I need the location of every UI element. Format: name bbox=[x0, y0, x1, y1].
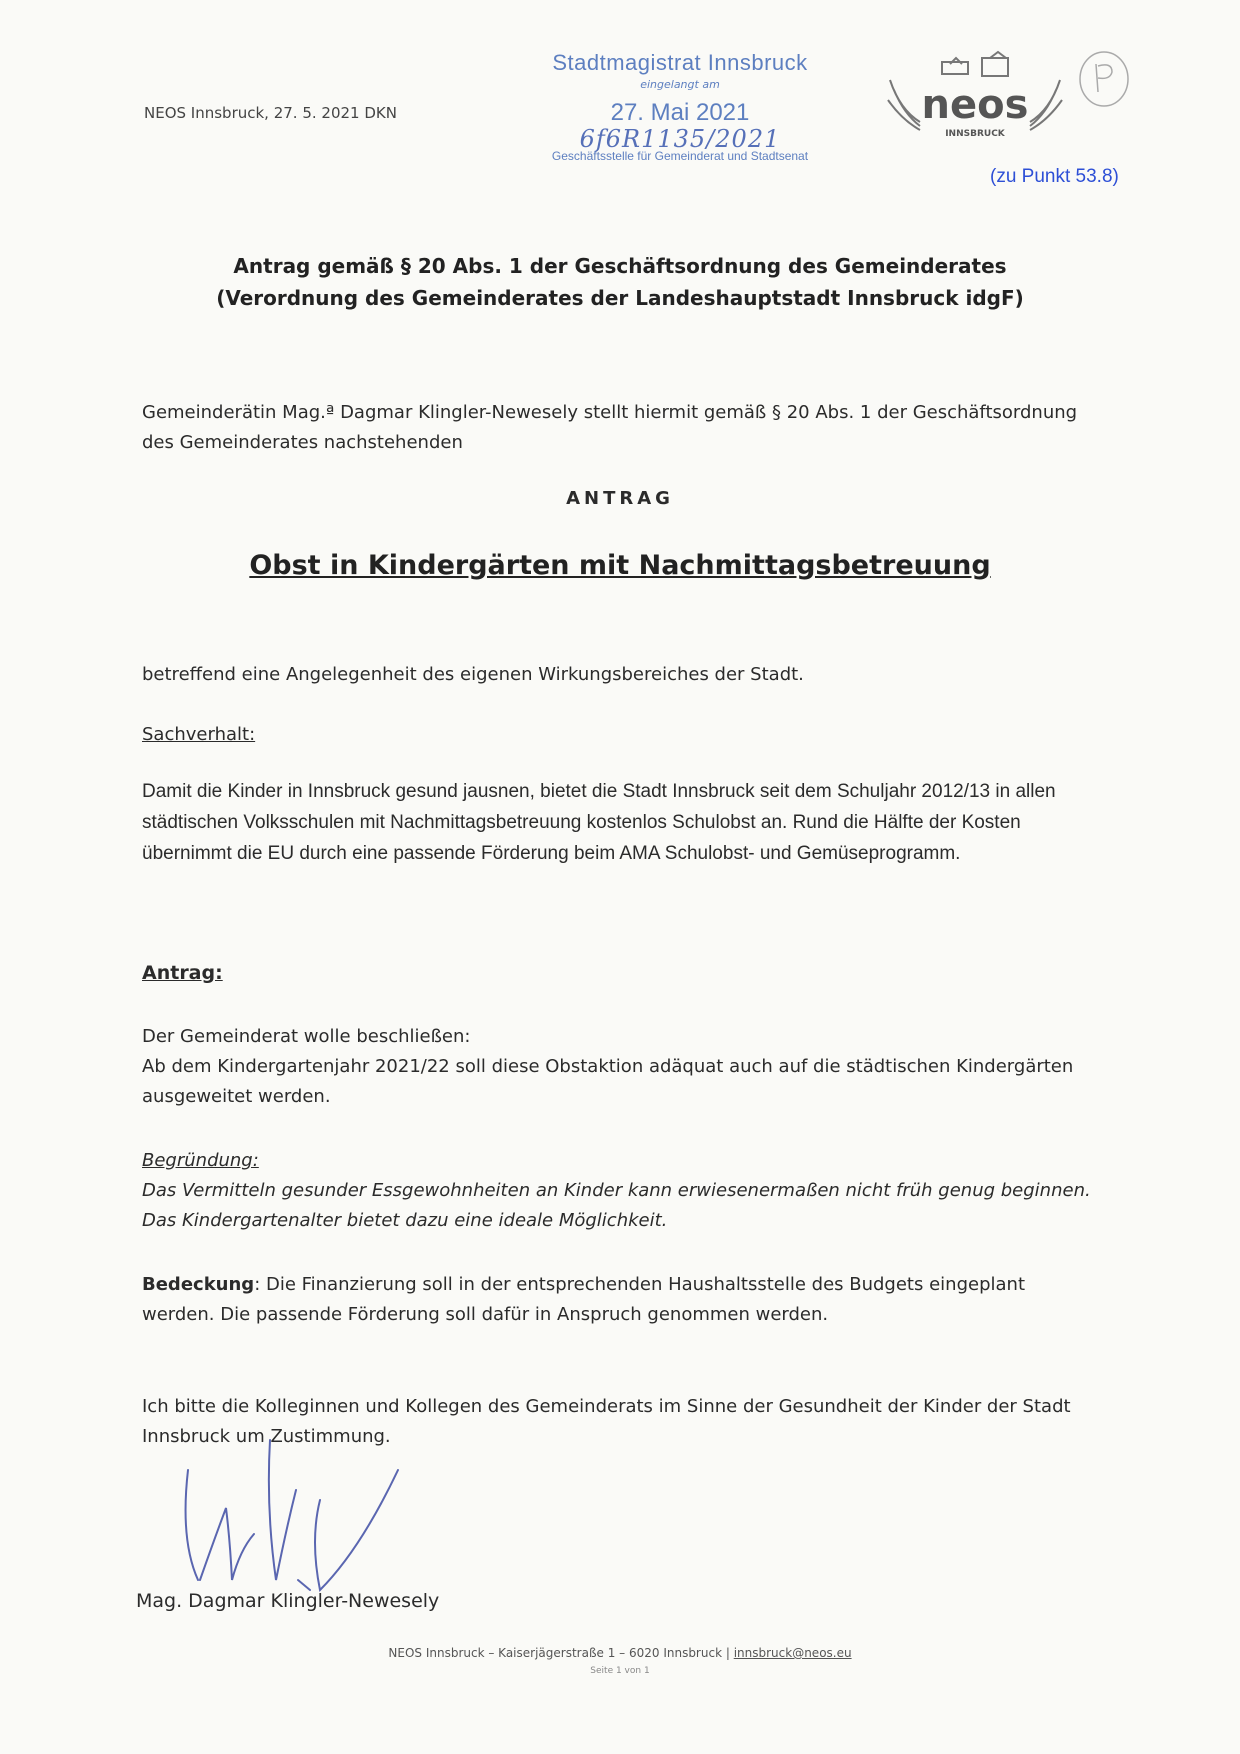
concerning-line: betreffend eine Angelegenheit des eigenen Wirkungsbereiches der Stadt. bbox=[142, 664, 804, 685]
received-stamp bbox=[520, 50, 840, 163]
stamp-department: Geschäftsstelle für Gemeinderat und Stadtsenat bbox=[551, 149, 809, 163]
sachverhalt-text: Damit die Kinder in Innsbruck gesund jausnen, bietet die Stadt Innsbruck seit dem Schuljahr 2012/13 in allen städtischen Volksschulen mit Nachmittagsbetreuung kostenlos Schulobst an. Rund die Hälfte der Kosten übernimmt die EU durch eine passende Förderung beim AMA Schulobst- und Gemüseprogramm. bbox=[142, 781, 1056, 864]
footer-email[interactable]: innsbruck@neos.eu bbox=[733, 1646, 852, 1660]
handwritten-initial-mark bbox=[1076, 48, 1132, 110]
sachverhalt-label: Sachverhalt: bbox=[142, 724, 256, 745]
bedeckung-paragraph bbox=[142, 1270, 1102, 1330]
sender-line: NEOS Innsbruck, 27. 5. 2021 DKN bbox=[144, 104, 397, 122]
logo-subtext: INNSBRUCK bbox=[945, 129, 1005, 139]
antrag-text bbox=[142, 1022, 1102, 1112]
agenda-reference: (zu Punkt 53.8) bbox=[990, 166, 1119, 187]
bedeckung-label: Bedeckung bbox=[142, 1274, 255, 1295]
heading-line-2: (Verordnung des Gemeinderates der Landeshauptstadt Innsbruck idgF) bbox=[216, 286, 1024, 310]
bedeckung-text: : Die Finanzierung soll in der entsprechenden Haushaltsstelle des Budgets eingeplant werden. Die passende Förderung soll dafür in Anspruch genommen werden. bbox=[142, 1274, 1025, 1325]
antrag-line-2: Ab dem Kindergartenjahr 2021/22 soll diese Obstaktion adäquat auch auf die städtischen Kindergärten ausgeweitet werden. bbox=[142, 1056, 1074, 1107]
stamp-received: eingelangt am bbox=[640, 78, 720, 91]
stamp-date: 27. Mai 2021 bbox=[610, 99, 750, 126]
document-heading bbox=[0, 250, 1240, 314]
intro-paragraph: Gemeinderätin Mag.ª Dagmar Klingler-Newesely stellt hiermit gemäß § 20 Abs. 1 der Geschäftsordnung des Gemeinderates nachstehenden bbox=[142, 402, 1078, 453]
begruendung-label: Begründung: bbox=[142, 1150, 259, 1171]
page-number: Seite 1 von 1 bbox=[590, 1666, 650, 1676]
stamp-org: Stadtmagistrat Innsbruck bbox=[552, 50, 808, 75]
page-footer bbox=[0, 1646, 1240, 1660]
logo-text: neos bbox=[921, 82, 1029, 128]
begruendung-text: Das Vermitteln gesunder Essgewohnheiten an Kinder kann erwiesenermaßen nicht früh genug beginnen. Das Kindergartenalter bietet dazu eine ideale Möglichkeit. bbox=[142, 1180, 1091, 1231]
antrag-label: ANTRAG bbox=[566, 488, 674, 509]
neos-logo bbox=[880, 50, 1070, 150]
heading-line-1: Antrag gemäß § 20 Abs. 1 der Geschäftsordnung des Gemeinderates bbox=[233, 254, 1007, 278]
stamp-number: 6f6R1135/2021 bbox=[579, 125, 781, 153]
footer-address: NEOS Innsbruck – Kaiserjägerstraße 1 – 6020 Innsbruck | bbox=[388, 1646, 734, 1660]
antrag-line-1: Der Gemeinderat wolle beschließen: bbox=[142, 1026, 471, 1047]
closing-paragraph: Ich bitte die Kolleginnen und Kollegen des Gemeinderats im Sinne der Gesundheit der Kinder der Stadt Innsbruck um Zustimmung. bbox=[142, 1396, 1071, 1447]
motion-title: Obst in Kindergärten mit Nachmittagsbetreuung bbox=[249, 550, 991, 581]
handwritten-signature bbox=[170, 1430, 470, 1610]
signatory-name: Mag. Dagmar Klingler-Newesely bbox=[136, 1590, 440, 1612]
antrag-section-label: Antrag: bbox=[142, 962, 223, 984]
